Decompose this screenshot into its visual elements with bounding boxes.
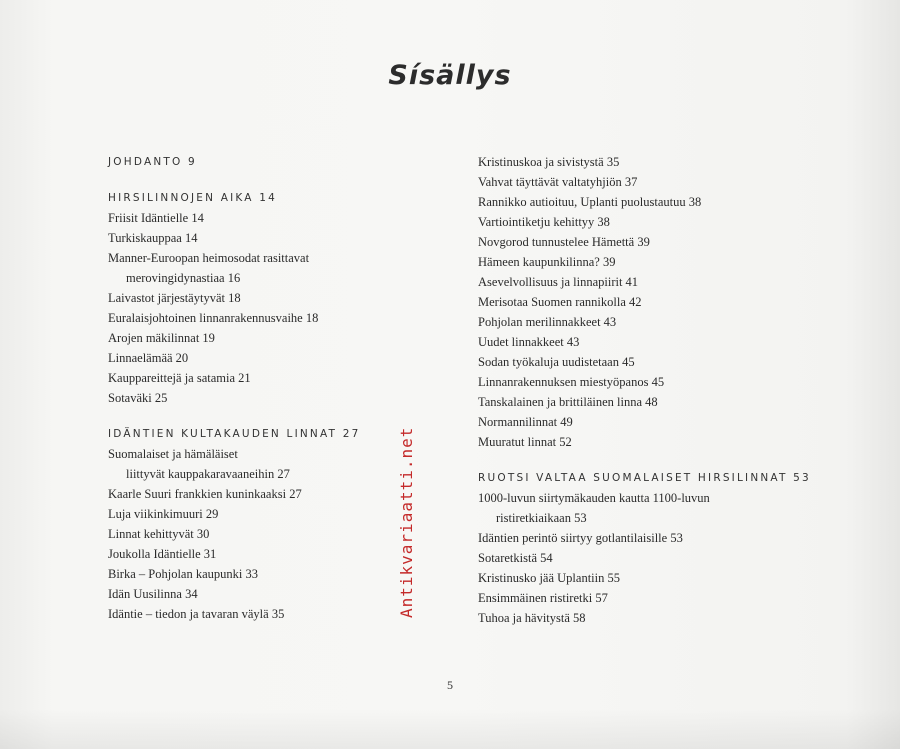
toc-entry: Kristinuskoa ja sivistystä 35 — [478, 155, 620, 169]
toc-entry: Asevelvollisuus ja linnapiirit 41 — [478, 275, 639, 289]
toc-entry-continuation: ristiretkiaikaan 53 — [496, 511, 587, 525]
toc-entry: Kristinusko jää Uplantiin 55 — [478, 571, 620, 585]
toc-spacer — [108, 408, 378, 424]
toc-entry: Uudet linnakkeet 43 — [478, 335, 580, 349]
toc-entry: 1000-luvun siirtymäkauden kautta 1100-luvun — [478, 491, 710, 505]
toc-entry: Kauppareittejä ja satamia 21 — [108, 371, 251, 385]
toc-entry: Kaarle Suuri frankkien kuninkaaksi 27 — [108, 487, 302, 501]
toc-entry: Suomalaiset ja hämäläiset — [108, 447, 238, 461]
toc-entry: Manner-Euroopan heimosodat rasittavat — [108, 251, 310, 265]
toc-section-heading: RUOTSI VALTAA SUOMALAISET HIRSILINNAT 53 — [478, 472, 811, 484]
toc-entry: Tanskalainen ja brittiläinen linna 48 — [478, 395, 658, 409]
watermark-text: Antikvariaatti.net — [397, 426, 416, 618]
toc-entry: Friisit Idäntielle 14 — [108, 211, 204, 225]
toc-entry: Sotaväki 25 — [108, 391, 168, 405]
watermark-container — [397, 426, 417, 618]
toc-entry: Tuhoa ja hävitystä 58 — [478, 611, 586, 625]
toc-spacer — [478, 452, 818, 468]
toc-entry-continuation: merovingidynastiaa 16 — [126, 271, 241, 285]
toc-spacer — [108, 172, 378, 188]
toc-entry: Idäntie – tiedon ja tavaran väylä 35 — [108, 607, 285, 621]
toc-entry: Pohjolan merilinnakkeet 43 — [478, 315, 617, 329]
page-title: Sísällys — [388, 60, 512, 91]
toc-entry: Linnanrakennuksen miestyöpanos 45 — [478, 375, 665, 389]
toc-entry: Hämeen kaupunkilinna? 39 — [478, 255, 616, 269]
page-number: 5 — [447, 678, 453, 692]
toc-entry: Ensimmäinen ristiretki 57 — [478, 591, 608, 605]
toc-entry: Muuratut linnat 52 — [478, 435, 572, 449]
toc-entry: Euralaisjohtoinen linnanrakennusvaihe 18 — [108, 311, 319, 325]
toc-entry: Luja viikinkimuuri 29 — [108, 507, 219, 521]
toc-right-column — [478, 152, 818, 628]
toc-entry: Novgorod tunnustelee Hämettä 39 — [478, 235, 650, 249]
toc-entry: Sotaretkistä 54 — [478, 551, 553, 565]
page-shadow — [0, 709, 900, 749]
toc-entry: Linnaelämää 20 — [108, 351, 189, 365]
toc-entry: Birka – Pohjolan kaupunki 33 — [108, 567, 258, 581]
toc-entry: Joukolla Idäntielle 31 — [108, 547, 217, 561]
toc-entry: Normannilinnat 49 — [478, 415, 573, 429]
toc-section-heading: HIRSILINNOJEN AIKA 14 — [108, 192, 277, 204]
toc-entry: Vahvat täyttävät valtatyhjiön 37 — [478, 175, 638, 189]
toc-entry: Idäntien perintö siirtyy gotlantilaisille 53 — [478, 531, 683, 545]
toc-entry: Vartiointiketju kehittyy 38 — [478, 215, 610, 229]
toc-entry: Linnat kehittyvät 30 — [108, 527, 210, 541]
toc-left-column — [108, 152, 378, 624]
toc-entry: Laivastot järjestäytyvät 18 — [108, 291, 241, 305]
toc-entry: Rannikko autioituu, Uplanti puolustautuu 38 — [478, 195, 702, 209]
toc-entry: Turkiskauppaa 14 — [108, 231, 198, 245]
toc-entry: Sodan työkaluja uudistetaan 45 — [478, 355, 635, 369]
toc-entry: Merisotaa Suomen rannikolla 42 — [478, 295, 642, 309]
toc-section-heading: JOHDANTO 9 — [108, 156, 197, 168]
toc-entry: Arojen mäkilinnat 19 — [108, 331, 215, 345]
toc-entry: Idän Uusilinna 34 — [108, 587, 198, 601]
toc-entry-continuation: liittyvät kauppakaravaaneihin 27 — [126, 467, 290, 481]
toc-section-heading: IDÄNTIEN KULTAKAUDEN LINNAT 27 — [108, 428, 361, 440]
